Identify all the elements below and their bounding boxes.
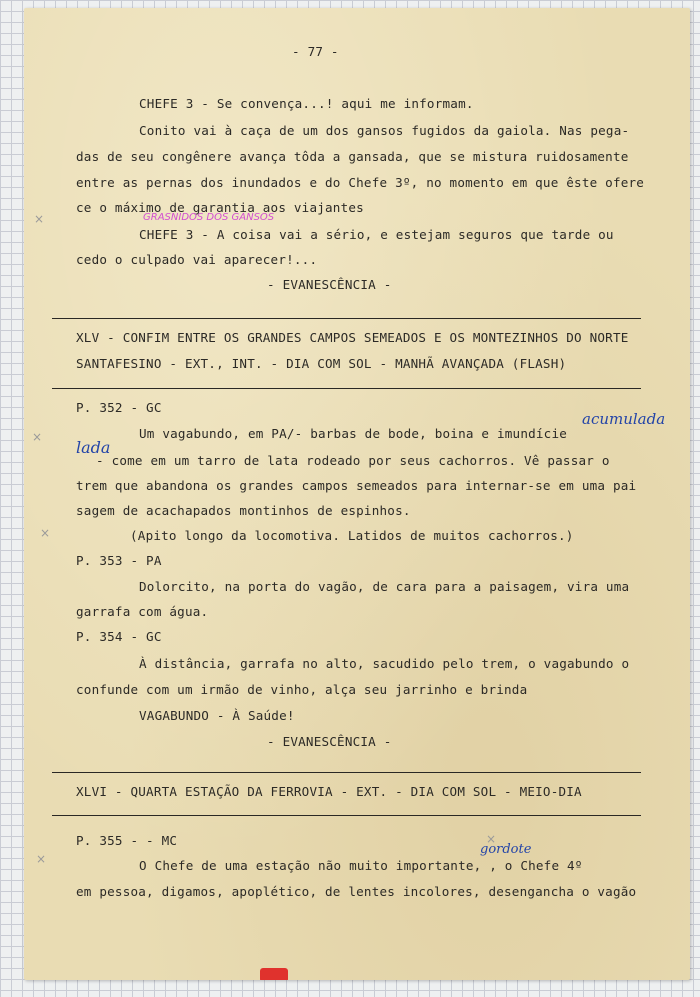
sound-note: (Apito longo da locomotiva. Latidos de muitos cachorros.) <box>130 528 574 543</box>
divider-line <box>52 318 641 319</box>
divider-line <box>52 388 641 389</box>
dialogue-line: VAGABUNDO - À Saúde! <box>139 708 295 723</box>
shot-label: P. 352 - GC <box>76 400 162 415</box>
blue-handwritten-note: lada <box>76 438 111 457</box>
body-line: Um vagabundo, em PA/- barbas de bode, boina e imundície <box>139 426 568 441</box>
body-line: confunde com um irmão de vinho, alça seu jarrinho e brinda <box>76 682 528 697</box>
body-line: das de seu congênere avança tôda a gansada, que se mistura ruidosamente <box>76 149 629 164</box>
scene-heading: XLVI - QUARTA ESTAÇÃO DA FERROVIA - EXT. - DIA COM SOL - MEIO-DIA <box>76 784 582 799</box>
shot-label: P. 354 - GC <box>76 629 162 644</box>
divider-line <box>52 815 641 816</box>
margin-x-mark: × <box>34 212 45 226</box>
scene-heading: SANTAFESINO - EXT., INT. - DIA COM SOL - MANHÃ AVANÇADA (FLASH) <box>76 356 567 371</box>
dialogue-line: CHEFE 3 - A coisa vai a sério, e estejam seguros que tarde ou <box>139 227 614 242</box>
blue-handwritten-note: acumulada <box>582 410 666 428</box>
margin-x-mark: × <box>486 832 497 846</box>
body-line: entre as pernas dos inundados e do Chefe 3º, no momento em que êste ofere <box>76 175 645 190</box>
scene-heading: XLV - CONFIM ENTRE OS GRANDES CAMPOS SEMEADOS E OS MONTEZINHOS DO NORTE <box>76 330 629 345</box>
body-line: O Chefe de uma estação não muito importante, , o Chefe 4º <box>139 858 583 873</box>
body-line: - come em um tarro de lata rodeado por seus cachorros. Vê passar o <box>96 453 610 468</box>
transition-label: - EVANESCÊNCIA - <box>267 734 392 749</box>
page-number: - 77 - <box>292 44 339 59</box>
body-line: cedo o culpado vai aparecer!... <box>76 252 318 267</box>
transition-label: - EVANESCÊNCIA - <box>267 277 392 292</box>
margin-x-mark: × <box>36 852 47 866</box>
body-line: sagem de acachapados montinhos de espinhos. <box>76 503 411 518</box>
margin-x-mark: × <box>40 526 51 540</box>
red-tape-mark <box>260 968 288 980</box>
shot-label: P. 355 - - MC <box>76 833 178 848</box>
body-line: Dolorcito, na porta do vagão, de cara para a paisagem, vira uma <box>139 579 630 594</box>
body-line: garrafa com água. <box>76 604 209 619</box>
body-line: À distância, garrafa no alto, sacudido pelo trem, o vagabundo o <box>139 656 630 671</box>
body-line: Conito vai à caça de um dos gansos fugidos da gaiola. Nas pega- <box>139 123 630 138</box>
blue-handwritten-note: gordote <box>480 842 532 857</box>
pink-handwritten-note: GRASNIDOS DOS GANSOS <box>143 212 275 223</box>
shot-label: P. 353 - PA <box>76 553 162 568</box>
dialogue-line: CHEFE 3 - Se convença...! aqui me informam. <box>139 96 474 111</box>
margin-x-mark: × <box>32 430 43 444</box>
body-line: trem que abandona os grandes campos semeados para internar-se em uma pai <box>76 478 637 493</box>
divider-line <box>52 772 641 773</box>
body-line: em pessoa, digamos, apoplético, de lentes incolores, desengancha o vagão <box>76 884 637 899</box>
body-line: ce o máximo de garantia aos viajantes <box>76 200 364 215</box>
